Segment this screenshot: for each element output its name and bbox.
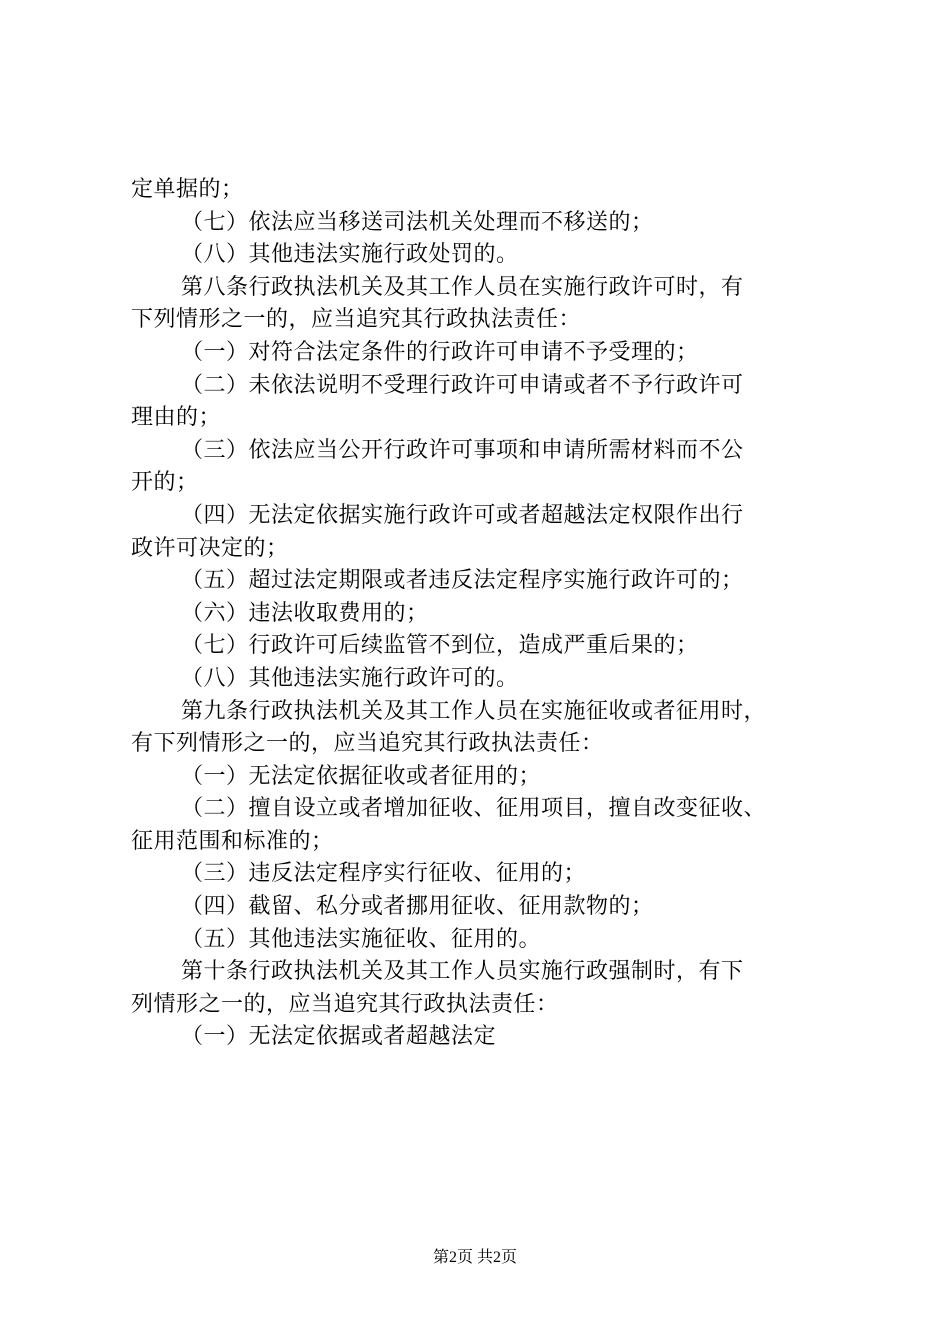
text-line: （五）其他违法实施征收、征用的。 xyxy=(181,926,542,952)
article-9-heading: 第九条行政执法机关及其工作人员在实施征收或者征用时， xyxy=(181,698,767,724)
text-line: （八）其他违法实施行政处罚的。 xyxy=(181,242,519,268)
article-8-heading: 第八条行政执法机关及其工作人员在实施行政许可时，有 xyxy=(181,274,744,300)
text-line: （一）无法定依据或者超越法定 xyxy=(181,1024,497,1050)
document-body xyxy=(131,174,831,1054)
text-line: 征用范围和标准的； xyxy=(131,828,334,854)
text-line: （七）依法应当移送司法机关处理而不移送的； xyxy=(181,209,654,235)
text-line: （二）未依法说明不受理行政许可申请或者不予行政许可 xyxy=(181,372,744,398)
text-line: （二）擅自设立或者增加征收、征用项目，擅自改变征收、 xyxy=(181,796,767,822)
text-line: 定单据的； xyxy=(131,177,244,202)
text-line: （五）超过法定期限或者违反法定程序实施行政许可的； xyxy=(181,568,744,594)
text-line: 下列情形之一的，应当追究其行政执法责任： xyxy=(131,307,582,333)
article-10-heading: 第十条行政执法机关及其工作人员实施行政强制时，有下 xyxy=(181,959,744,985)
text-line: （一）对符合法定条件的行政许可申请不予受理的； xyxy=(181,339,699,365)
text-line: 列情形之一的，应当追究其行政执法责任： xyxy=(131,991,559,1017)
text-line: （四）无法定依据实施行政许可或者超越法定权限作出行 xyxy=(181,502,744,528)
page-number-footer: 第2页 共2页 xyxy=(432,1249,517,1266)
text-line: （一）无法定依据征收或者征用的； xyxy=(181,763,542,789)
text-line: （四）截留、私分或者挪用征收、征用款物的； xyxy=(181,894,654,920)
text-line: 有下列情形之一的，应当追究其行政执法责任： xyxy=(131,731,604,757)
text-line: （三）依法应当公开行政许可事项和申请所需材料而不公 xyxy=(181,437,744,463)
text-line: （八）其他违法实施行政许可的。 xyxy=(181,665,519,691)
text-line: 理由的； xyxy=(131,405,222,431)
text-line: （六）违法收取费用的； xyxy=(181,600,429,626)
text-line: （七）行政许可后续监管不到位，造成严重后果的； xyxy=(181,633,699,659)
text-line: 开的； xyxy=(131,470,199,496)
text-line: 政许可决定的； xyxy=(131,535,289,561)
text-line: （三）违反法定程序实行征收、征用的； xyxy=(181,861,587,887)
